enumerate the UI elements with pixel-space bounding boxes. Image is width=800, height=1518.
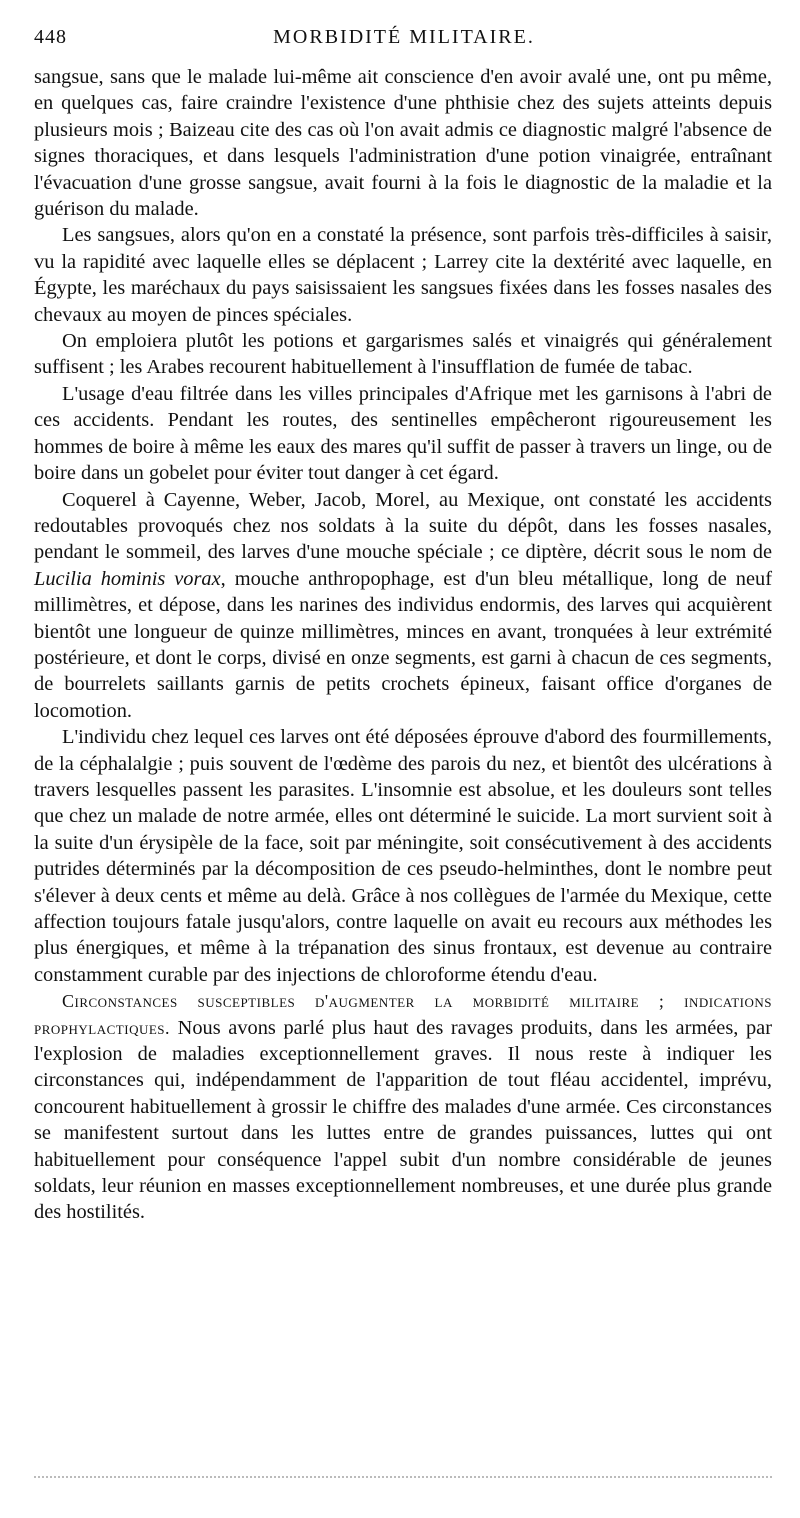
running-header [34, 26, 774, 56]
paragraph-3: On emploiera plutôt les potions et gargarismes salés et vinaigrés qui généralement suffisent ; les Arabes recourent habituellement à l'insufflation de fumée de tabac. [34, 330, 772, 379]
section-heading: Circonstances susceptibles d'augmenter la morbidité militaire ; indications prophylactiques. [34, 991, 772, 1038]
paragraph-2: Les sangsues, alors qu'on en a constaté la présence, sont parfois très-difficiles à saisir, vu la rapidité avec laquelle elles se déplacent ; Larrey cite la dextérité avec laquelle, en Égypte, les maréchaux du pays saisissaient les sangsues fixées dans les fosses nasales des chevaux au moyen de pinces spéciales. [34, 224, 772, 326]
paragraph-1: sangsue, sans que le malade lui-même ait conscience d'en avoir avalé une, ont pu même, en quelques cas, faire craindre l'existence d'une phthisie chez des sujets atteints depuis plusieurs mois ; Baizeau cite des cas où l'on avait admis ce diagnostic malgré l'absence de signes thoraciques, et dans lesquels l'administration d'une potion vinaigrée, entraînant l'évacuation d'une grosse sangsue, avait fourni à la fois le diagnostic de la maladie et la guérison du malade. [34, 66, 772, 221]
paragraph-6: L'individu chez lequel ces larves ont été déposées éprouve d'abord des fourmillements, de la céphalalgie ; puis souvent de l'œdème des parois du nez, et bientôt des ulcérations à travers lesquelles passent les parasites. L'insomnie est absolue, et les douleurs sont telles que chez un malade de notre armée, elles ont déterminé le suicide. La mort survient soit à la suite d'un érysipèle de la face, soit par méningite, soit consécutivement à des accidents putrides déterminés par la décomposition de ces pseudo-helminthes, dont le nombre peut s'élever à deux cents et même au delà. Grâce à nos collègues de l'armée du Mexique, cette affection toujours fatale jusqu'alors, contre laquelle on avait eu recours aux méthodes les plus énergiques, et même à la trépanation des sinus frontaux, est devenue au contraire constamment curable par des injections de chloroforme étendu d'eau. [34, 726, 772, 986]
species-name: Lucilia hominis vorax [34, 567, 221, 590]
paragraph-7-text: Nous avons parlé plus haut des ravages produits, dans les armées, par l'explosion de maladies exceptionnellement graves. Il nous reste à indiquer les circonstances qui, indépendamment de l'apparition de tout fléau accidentel, imprévu, concourent habituellement à grossir le chiffre des malades d'une armée. Ces circonstances se manifestent surtout dans les luttes entre de grandes puissances, luttes qui ont habituellement pour conséquence l'appel subit d'un nombre considérable de jeunes soldats, leur réunion en masses exceptionnellement nombreuses, et une durée plus grande des hostilités. [34, 1016, 772, 1224]
paragraph-4: L'usage d'eau filtrée dans les villes principales d'Afrique met les garnisons à l'abri de ces accidents. Pendant les routes, des sentinelles empêcheront rigoureusement les hommes de boire à même les eaux des mares qu'il suffit de passer à travers un linge, ou de boire dans un gobelet pour éviter tout danger à cet égard. [34, 382, 772, 485]
page-bottom-dotted-rule [34, 1476, 772, 1482]
running-title: MORBIDITÉ MILITAIRE. [273, 26, 535, 48]
paragraph-5 [34, 487, 772, 725]
paragraph-5-text-after: , mouche anthropophage, est d'un bleu métallique, long de neuf millimètres, et dépose, dans les narines des individus endormis, des larves qui acquièrent bientôt une longueur de quinze millimètres, minces en avant, tronquées à leur extrémité postérieure, et dont le corps, divisé en onze segments, est garni à chacun de ces segments, de bourrelets saillants garnis de petits crochets épineux, faisant office d'organes de locomotion. [34, 567, 772, 722]
paragraph-5-text-before: Coquerel à Cayenne, Weber, Jacob, Morel, au Mexique, ont constaté les accidents redoutables provoqués chez nos soldats à la suite du dépôt, dans les fosses nasales, pendant le sommeil, des larves d'une mouche spéciale ; ce diptère, décrit sous le nom de [34, 488, 772, 564]
paragraph-7 [34, 988, 772, 1226]
body-text [34, 64, 772, 1226]
page-number: 448 [34, 26, 67, 48]
